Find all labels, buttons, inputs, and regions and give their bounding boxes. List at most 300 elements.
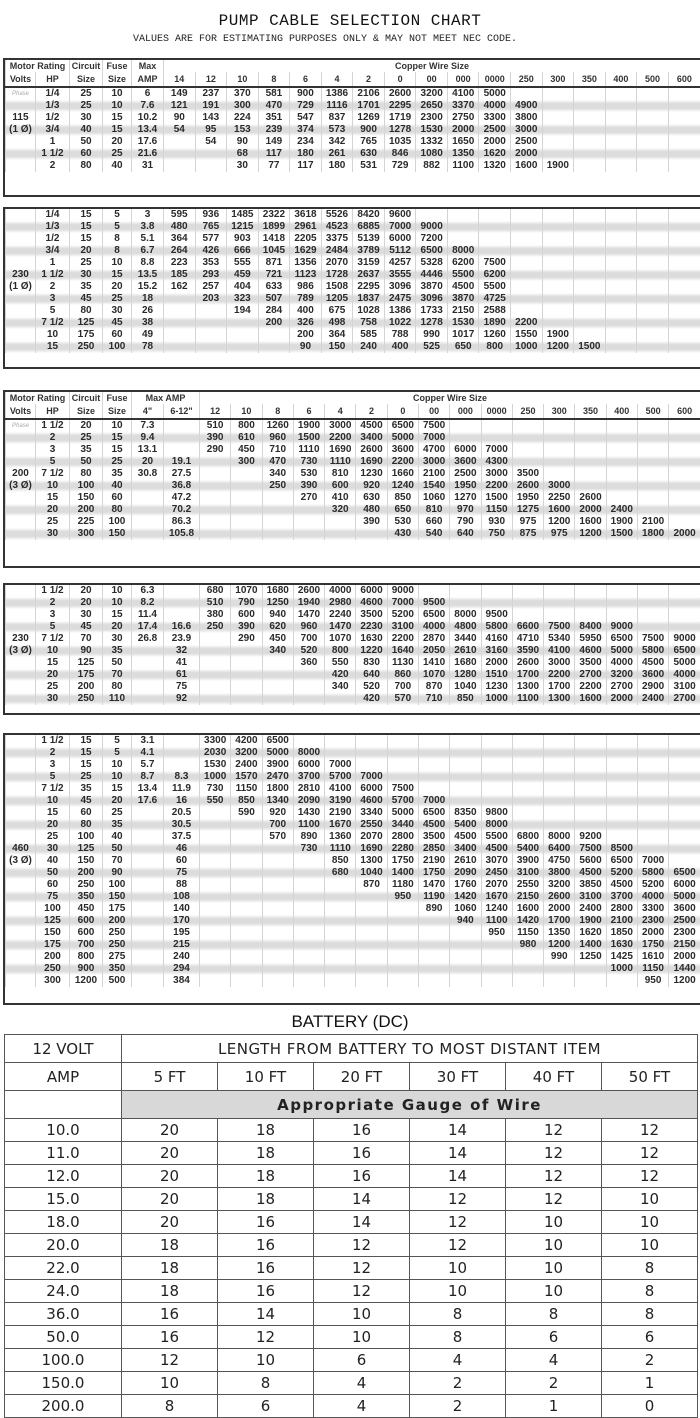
empty-cell [262, 975, 293, 987]
wire-length-value: 6500 [418, 609, 449, 621]
fuse-size-value: 35 [103, 819, 132, 831]
wire-length-value: 5139 [353, 233, 385, 245]
hp-value: 2 [36, 597, 70, 609]
wire-length-value: 710 [262, 444, 293, 456]
wire-length-value: 340 [262, 645, 293, 657]
empty-cell [574, 112, 606, 124]
empty-cell [605, 257, 637, 269]
wire-length-value: 8400 [575, 621, 606, 633]
wire-length-value: 936 [195, 209, 227, 221]
empty-cell [637, 100, 669, 112]
wire-length-value: 666 [227, 245, 259, 257]
hp-value: 3 [36, 444, 70, 456]
fuse-size-value: 15 [103, 783, 132, 795]
wire-length-value: 3000 [511, 124, 543, 136]
wire-length-value: 1900 [293, 419, 324, 432]
wire-length-value: 390 [356, 516, 387, 528]
max-amp-6-12in-value: 46 [164, 843, 200, 855]
empty-cell [200, 669, 231, 681]
wire-length-value: 239 [258, 124, 290, 136]
circuit-size-value: 300 [70, 528, 103, 540]
fuse-size-header: Size [103, 72, 132, 87]
empty-cell [6, 915, 36, 927]
empty-cell [325, 963, 356, 975]
empty-cell [575, 480, 606, 492]
table-row [6, 100, 700, 112]
max-amp-value: 15.2 [132, 281, 164, 293]
circuit-size-value: 175 [70, 669, 103, 681]
wire-length-value: 54 [164, 124, 196, 136]
wire-length-value: 1750 [637, 939, 668, 951]
wire-length-value: 54 [195, 136, 227, 148]
empty-cell [637, 87, 669, 100]
wire-length-value: 1750 [418, 867, 449, 879]
wire-length-value: 1040 [356, 867, 387, 879]
gauge-value: 12 [506, 1165, 602, 1188]
wire-length-value: 550 [325, 657, 356, 669]
wire-length-value: 8000 [450, 609, 481, 621]
wire-length-value: 1600 [575, 693, 606, 705]
table-row [6, 124, 700, 136]
empty-cell [325, 528, 356, 540]
empty-cell [418, 747, 449, 759]
max-amp-4in-value [132, 480, 164, 492]
wire-size-header: 250 [512, 404, 543, 419]
wire-length-value: 3300 [479, 112, 511, 124]
empty-cell [293, 681, 324, 693]
wire-length-value: 930 [481, 516, 512, 528]
circuit-size-value: 80 [70, 468, 103, 480]
wire-length-value: 882 [416, 160, 448, 172]
empty-cell [450, 927, 481, 939]
wire-length-value: 2750 [447, 112, 479, 124]
wire-length-value: 1350 [447, 148, 479, 160]
empty-cell [637, 281, 669, 293]
hp-value: 2 [36, 160, 70, 172]
empty-cell [387, 747, 418, 759]
wire-length-value: 90 [164, 112, 196, 124]
empty-cell [637, 795, 668, 807]
empty-cell [418, 939, 449, 951]
wire-length-value: 3440 [450, 633, 481, 645]
gauge-label: Appropriate Gauge of Wire [122, 1091, 698, 1119]
empty-cell [606, 735, 637, 747]
empty-cell [544, 975, 575, 987]
empty-cell [6, 903, 36, 915]
volts-value: 230 [6, 269, 36, 281]
empty-cell [227, 329, 259, 341]
wire-length-value: 1150 [231, 783, 262, 795]
empty-cell [450, 735, 481, 747]
empty-cell [447, 209, 479, 221]
fuse-size-value: 350 [103, 963, 132, 975]
empty-cell [575, 468, 606, 480]
gauge-value: 16 [122, 1326, 218, 1349]
wire-length-value: 1200 [544, 939, 575, 951]
empty-cell [418, 735, 449, 747]
wire-length-value: 7500 [544, 621, 575, 633]
empty-cell [606, 432, 637, 444]
circuit-size-value: 25 [70, 87, 103, 100]
wire-length-value: 680 [200, 585, 231, 597]
max-amp-6-12in-value [164, 444, 200, 456]
circuit-size-value: 125 [70, 843, 103, 855]
gauge-value: 12 [602, 1165, 698, 1188]
empty-cell [387, 759, 418, 771]
wire-length-value: 5000 [606, 645, 637, 657]
empty-cell [605, 329, 637, 341]
wire-length-value: 3789 [353, 245, 385, 257]
wire-length-value: 837 [321, 112, 353, 124]
empty-cell [6, 891, 36, 903]
circuit-size-value: 900 [70, 963, 103, 975]
empty-cell [293, 528, 324, 540]
wire-length-value: 800 [479, 341, 511, 353]
wire-length-value: 850 [231, 795, 262, 807]
wire-length-value: 7500 [637, 633, 668, 645]
volt-label: 12 VOLT [5, 1035, 122, 1063]
empty-cell [387, 975, 418, 987]
wire-length-value: 507 [258, 293, 290, 305]
wire-length-value: 1240 [387, 480, 418, 492]
empty-cell [637, 783, 668, 795]
table-row [6, 783, 700, 795]
wire-length-value: 2600 [384, 87, 416, 100]
fuse-size-value: 250 [103, 939, 132, 951]
wire-length-value: 4100 [325, 783, 356, 795]
empty-cell [6, 693, 36, 705]
empty-cell [262, 891, 293, 903]
phase-value: (1 Ø) [6, 124, 36, 136]
empty-cell [479, 233, 511, 245]
wire-length-value: 3900 [262, 759, 293, 771]
wire-length-value: 510 [200, 597, 231, 609]
wire-length-value: 1700 [544, 681, 575, 693]
empty-cell [542, 233, 574, 245]
volts-value: 460 [6, 843, 36, 855]
fuse-size-value: 200 [103, 915, 132, 927]
gauge-value: 14 [410, 1119, 506, 1142]
empty-cell [418, 951, 449, 963]
max-amp-6-12in-value: 294 [164, 963, 200, 975]
empty-cell [669, 855, 700, 867]
wire-length-value: 1733 [416, 305, 448, 317]
wire-length-value: 1150 [481, 504, 512, 516]
wire-length-value: 2200 [387, 633, 418, 645]
wire-length-value: 7000 [418, 432, 449, 444]
wire-length-value: 3700 [606, 891, 637, 903]
empty-cell [511, 269, 543, 281]
empty-cell [668, 87, 700, 100]
circuit-size-value: 700 [70, 939, 103, 951]
empty-cell [6, 783, 36, 795]
gauge-value: 0 [602, 1395, 698, 1418]
wire-length-value: 5000 [262, 747, 293, 759]
gauge-value: 6 [218, 1395, 314, 1418]
empty-cell [544, 783, 575, 795]
wire-length-value: 6200 [447, 257, 479, 269]
circuit-size-value: 30 [70, 112, 103, 124]
wire-length-value: 3900 [512, 855, 543, 867]
wire-length-value: 1850 [606, 927, 637, 939]
wire-length-value: 8000 [544, 831, 575, 843]
table-row [6, 257, 700, 269]
empty-cell [387, 951, 418, 963]
empty-cell [511, 245, 543, 257]
max-amp-4in-value [132, 915, 164, 927]
empty-cell [669, 843, 700, 855]
empty-cell [293, 867, 324, 879]
empty-cell [637, 148, 669, 160]
max-amp-6-12in-value: 30.5 [164, 819, 200, 831]
empty-cell [637, 136, 669, 148]
wire-length-value: 1200 [669, 975, 700, 987]
amp-value: 10.0 [5, 1119, 122, 1142]
circuit-header: Circuit [70, 392, 103, 404]
table-row [6, 735, 700, 747]
circuit-size-value: 80 [70, 160, 103, 172]
wire-length-value: 1800 [262, 783, 293, 795]
empty-cell [512, 432, 543, 444]
wire-length-value: 400 [290, 305, 322, 317]
wire-length-value: 6800 [512, 831, 543, 843]
hp-value: 100 [36, 903, 70, 915]
wire-length-value: 1230 [356, 468, 387, 480]
wire-length-value: 2500 [669, 915, 700, 927]
wire-length-value: 1250 [262, 597, 293, 609]
max-amp-6-12in-value [164, 419, 200, 432]
empty-cell [200, 855, 231, 867]
circuit-size-value: 60 [70, 807, 103, 819]
empty-cell [605, 160, 637, 172]
empty-cell [450, 759, 481, 771]
empty-cell [200, 891, 231, 903]
gauge-value: 12 [602, 1142, 698, 1165]
wire-length-value: 2150 [447, 305, 479, 317]
empty-cell [605, 341, 637, 353]
wire-length-value: 5328 [416, 257, 448, 269]
table-row [6, 975, 700, 987]
wire-length-value: 730 [200, 783, 231, 795]
wire-length-value: 3440 [387, 819, 418, 831]
empty-cell [575, 783, 606, 795]
wire-length-value: 700 [387, 681, 418, 693]
wire-length-value: 1700 [512, 669, 543, 681]
wire-length-value: 261 [321, 148, 353, 160]
gauge-value: 20 [122, 1142, 218, 1165]
wire-length-value: 7000 [418, 795, 449, 807]
wire-length-value: 1690 [356, 843, 387, 855]
hp-value: 1/3 [36, 221, 70, 233]
empty-cell [231, 657, 262, 669]
wire-length-value: 3618 [290, 209, 322, 221]
circuit-size-value: 25 [70, 432, 103, 444]
wire-length-value: 1017 [447, 329, 479, 341]
empty-cell [481, 432, 512, 444]
empty-cell [637, 269, 669, 281]
cable-table [5, 735, 700, 987]
wire-size-header: 600 [668, 72, 700, 87]
wire-length-value: 1800 [637, 528, 668, 540]
wire-length-value: 323 [227, 293, 259, 305]
circuit-size-value: 80 [70, 305, 103, 317]
empty-cell [293, 693, 324, 705]
wire-length-value: 9000 [606, 621, 637, 633]
empty-cell [6, 528, 36, 540]
fuse-size-value: 60 [103, 492, 132, 504]
wire-length-value: 950 [387, 891, 418, 903]
wire-length-value: 1205 [321, 293, 353, 305]
empty-cell [511, 233, 543, 245]
wire-length-value: 1470 [418, 879, 449, 891]
empty-cell [605, 269, 637, 281]
empty-cell [542, 245, 574, 257]
empty-cell [668, 329, 700, 341]
empty-cell [606, 585, 637, 597]
wire-length-value: 1900 [542, 160, 574, 172]
empty-cell [669, 609, 700, 621]
wire-length-value: 940 [450, 915, 481, 927]
gauge-value: 2 [602, 1349, 698, 1372]
gauge-value: 18 [122, 1280, 218, 1303]
wire-length-value: 2000 [669, 528, 700, 540]
empty-cell [293, 669, 324, 681]
amp-value: 200.0 [5, 1395, 122, 1418]
empty-cell [637, 432, 668, 444]
wire-length-value: 153 [227, 124, 259, 136]
wire-length-value: 194 [227, 305, 259, 317]
table-row [6, 305, 700, 317]
max-header: Max [132, 60, 164, 72]
hp-value: 3 [36, 759, 70, 771]
wire-length-value: 143 [195, 112, 227, 124]
circuit-size-value: 600 [70, 915, 103, 927]
gauge-value: 10 [602, 1188, 698, 1211]
gauge-value: 18 [122, 1257, 218, 1280]
empty-cell [575, 735, 606, 747]
empty-cell [195, 341, 227, 353]
wire-length-value: 1940 [293, 597, 324, 609]
empty-cell [416, 209, 448, 221]
volts-value: 115 [6, 112, 36, 124]
wire-length-value: 3200 [416, 87, 448, 100]
wire-size-header: 4 [325, 404, 356, 419]
empty-cell [542, 305, 574, 317]
wire-length-value: 390 [231, 621, 262, 633]
wire-length-value: 4500 [450, 831, 481, 843]
empty-cell [262, 951, 293, 963]
empty-cell [164, 293, 196, 305]
hp-value: 15 [36, 657, 70, 669]
empty-cell [574, 233, 606, 245]
wire-size-header: 2 [356, 404, 387, 419]
wire-length-value: 95 [195, 124, 227, 136]
empty-cell [606, 456, 637, 468]
empty-cell [418, 915, 449, 927]
empty-cell [637, 209, 669, 221]
empty-cell [637, 747, 668, 759]
empty-cell [6, 136, 36, 148]
wire-size-header: 350 [574, 72, 606, 87]
wire-length-value: 1280 [450, 669, 481, 681]
empty-cell [6, 160, 36, 172]
max-amp-4in-value [132, 807, 164, 819]
empty-cell [574, 160, 606, 172]
empty-cell [6, 221, 36, 233]
wire-length-value: 1028 [353, 305, 385, 317]
table-row [5, 1303, 698, 1326]
table-row [6, 112, 700, 124]
wire-length-value: 730 [293, 456, 324, 468]
empty-cell [325, 891, 356, 903]
volts-value: 200 [6, 468, 36, 480]
wire-length-value: 750 [481, 528, 512, 540]
gauge-value: 10 [314, 1303, 410, 1326]
wire-length-value: 2190 [325, 807, 356, 819]
empty-cell [606, 747, 637, 759]
length-header: 20 FT [314, 1063, 410, 1091]
wire-length-value: 2070 [321, 257, 353, 269]
wire-length-value: 1100 [512, 693, 543, 705]
empty-cell [542, 293, 574, 305]
empty-cell [574, 245, 606, 257]
wire-length-value: 2150 [512, 891, 543, 903]
empty-cell [6, 341, 36, 353]
max-amp-4in-value: 9.4 [132, 432, 164, 444]
fuse-size-value: 15 [103, 112, 132, 124]
gauge-value: 14 [314, 1188, 410, 1211]
wire-length-value: 900 [353, 124, 385, 136]
empty-cell [293, 975, 324, 987]
wire-length-value: 1620 [575, 927, 606, 939]
empty-cell [668, 148, 700, 160]
wire-length-value: 1470 [325, 621, 356, 633]
wire-length-value: 2637 [353, 269, 385, 281]
wire-length-value: 2070 [481, 879, 512, 891]
hp-value: 1/3 [36, 100, 70, 112]
max-amp-6-12in-value: 70.2 [164, 504, 200, 516]
wire-length-value: 1110 [293, 444, 324, 456]
fuse-size-value: 25 [103, 807, 132, 819]
empty-cell [231, 645, 262, 657]
table-row [6, 269, 700, 281]
wire-length-value: 2100 [637, 516, 668, 528]
table-row [6, 209, 700, 221]
hp-value: 25 [36, 831, 70, 843]
gauge-value: 4 [506, 1349, 602, 1372]
max-amp-4in-value: 17.6 [132, 795, 164, 807]
fuse-size-value: 250 [103, 927, 132, 939]
wire-length-value: 1420 [512, 915, 543, 927]
max-amp-value: 3.8 [132, 221, 164, 233]
empty-cell [293, 504, 324, 516]
empty-cell [669, 621, 700, 633]
wire-length-value: 293 [195, 269, 227, 281]
hp-value: 10 [36, 645, 70, 657]
wire-length-value: 1530 [447, 317, 479, 329]
empty-cell [6, 597, 36, 609]
max-amp-4in-value [132, 528, 164, 540]
length-header: 50 FT [602, 1063, 698, 1091]
empty-cell [542, 281, 574, 293]
wire-length-value: 573 [321, 124, 353, 136]
hp-value: 3 [36, 609, 70, 621]
wire-length-value: 7000 [384, 221, 416, 233]
empty-cell [200, 975, 231, 987]
wire-length-value: 2150 [669, 939, 700, 951]
empty-cell [200, 831, 231, 843]
wire-length-value: 1110 [325, 843, 356, 855]
